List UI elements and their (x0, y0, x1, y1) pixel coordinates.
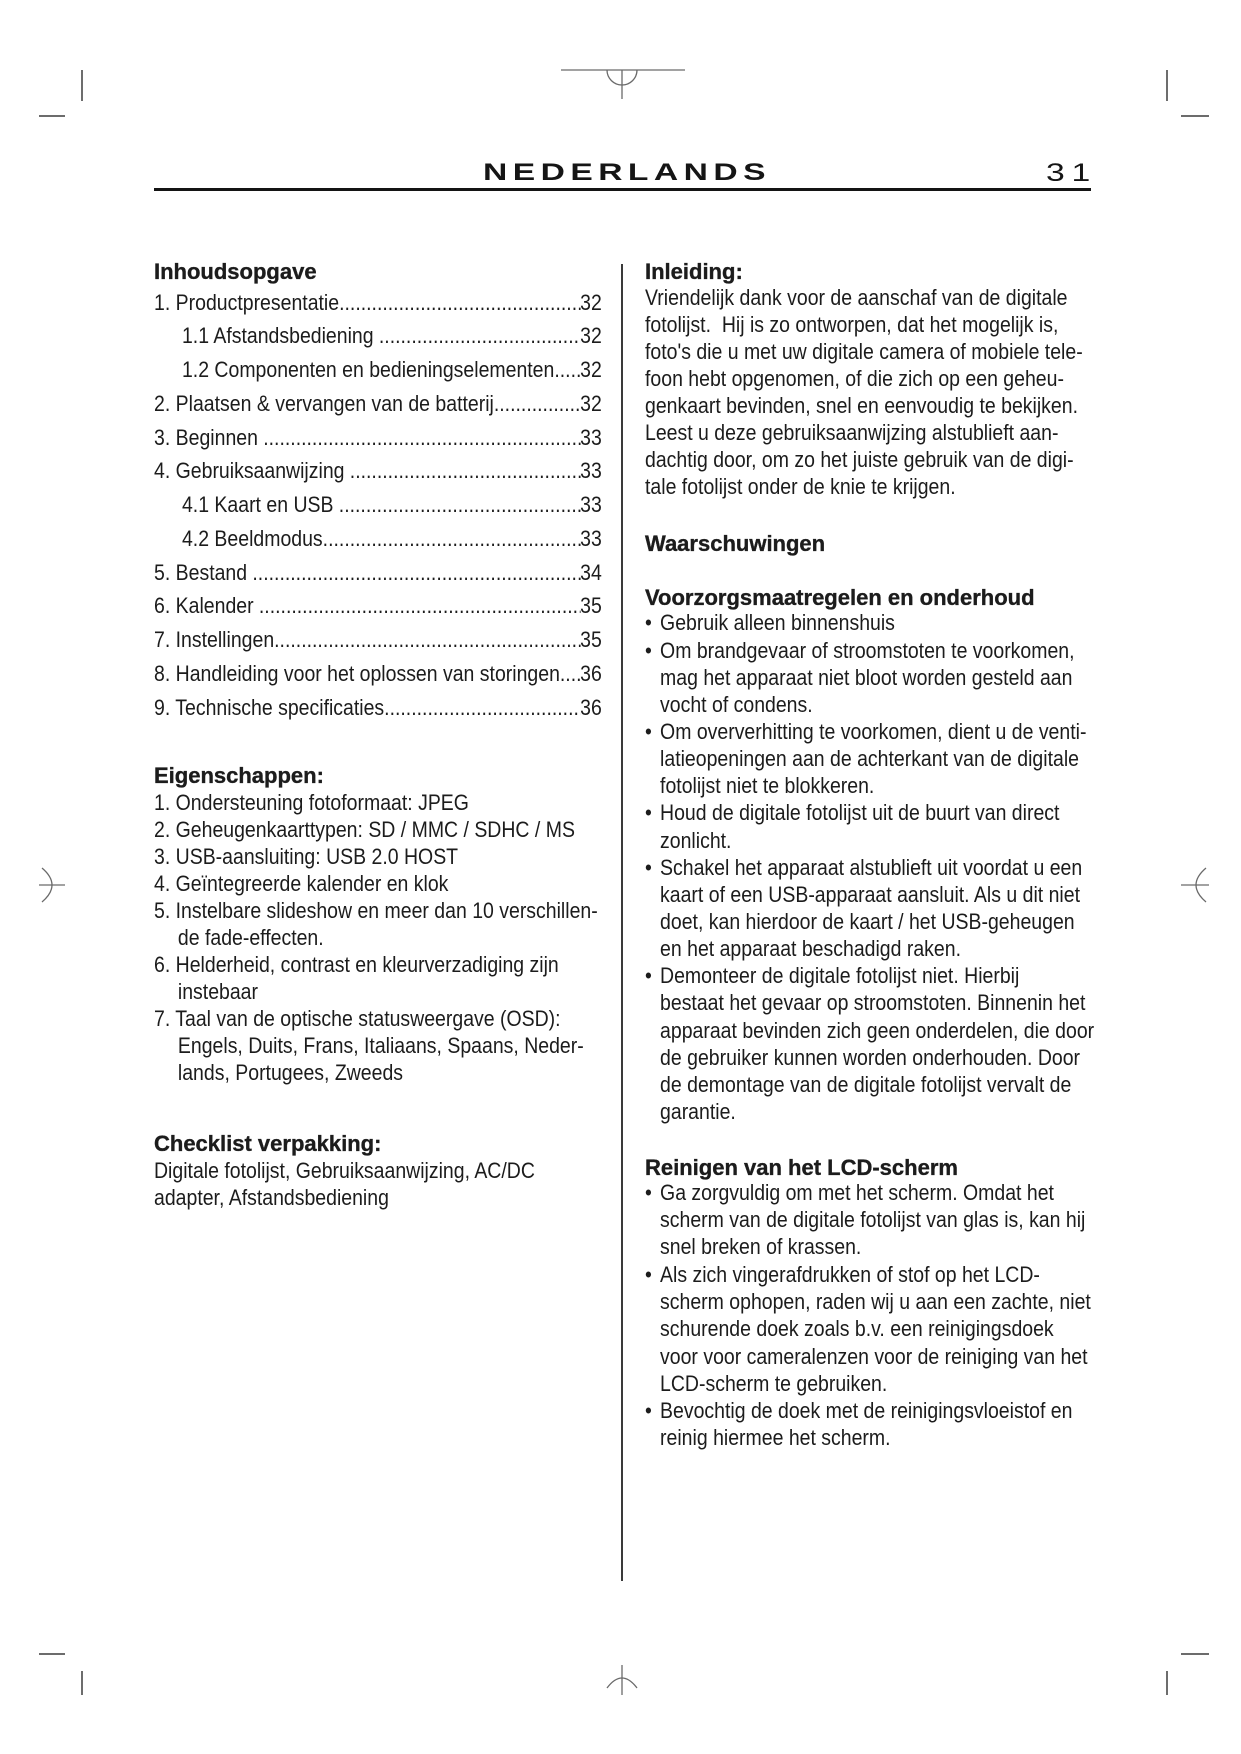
toc-entry-label: 1.2 Componenten en bedieningselementen (181, 357, 555, 383)
toc-entry-page: 33 (580, 458, 602, 484)
list-item-line: schurende doek zoals b.v. een reinigingsdoek (660, 1316, 1054, 1342)
toc-entry-label: 1. Productpresentatie (154, 289, 340, 315)
toc-leader (263, 421, 580, 455)
feature-item (154, 897, 602, 951)
feature-line: de fade-effecten. (177, 924, 324, 950)
toc-leader (274, 623, 580, 657)
intro-line: tale fotolijst onder de knie te krijgen. (645, 473, 956, 499)
precautions-list (645, 609, 1093, 1125)
toc-list (154, 286, 602, 725)
warnings-heading: Waarschuwingen (645, 530, 826, 556)
toc-entry-page: 33 (580, 492, 602, 518)
registration-mark-right (1181, 868, 1209, 902)
list-item-line: • Demonteer de digitale fotolijst niet. Hierbij (660, 963, 1020, 989)
toc-entry-page: 36 (580, 660, 602, 686)
crop-mark-bottom-left (39, 1654, 82, 1695)
features-list (154, 789, 602, 1087)
intro-line: foon hebt opgenomen, of die zich op een geheu- (645, 365, 1064, 391)
list-item-line: • Bevochtig de doek met de reinigingsvloeistof en (660, 1398, 1073, 1424)
intro-heading: Inleiding: (645, 258, 743, 284)
toc-entry (154, 488, 602, 522)
list-item-line: de demontage van de digitale fotolijst vervalt de (660, 1071, 1072, 1097)
toc-entry (154, 454, 602, 488)
toc-entry (154, 387, 602, 421)
intro-line: genkaart bevinden, snel en eenvoudig te bekijken. (645, 392, 1078, 418)
crop-mark-top-left (39, 70, 82, 116)
toc-entry (154, 286, 602, 320)
registration-mark-top (561, 70, 685, 99)
list-item-line: zonlicht. (660, 827, 732, 853)
toc-leader (384, 691, 580, 725)
feature-item (154, 816, 602, 843)
intro-paragraph (645, 284, 1093, 500)
intro-line: foto's die u met uw digitale camera of mobiele tele- (645, 338, 1083, 364)
toc-entry-page: 34 (580, 559, 602, 585)
toc-entry (154, 556, 602, 590)
list-item-line: • Ga zorgvuldig om met het scherm. Omdat het (660, 1179, 1054, 1205)
list-item-line: • Om oververhitting te voorkomen, dient u de venti- (660, 718, 1087, 744)
feature-line: lands, Portugees, Zweeds (177, 1060, 404, 1086)
toc-leader (494, 387, 580, 421)
toc-leader (339, 488, 580, 522)
toc-entry-label: 2. Plaatsen & vervangen van de batterij (154, 390, 494, 416)
list-item (645, 1261, 1093, 1397)
list-item-line: kaart of een USB-apparaat aansluit. Als u dit niet (660, 881, 1080, 907)
feature-item (154, 843, 602, 870)
intro-line: fotolijst. Hij is zo ontworpen, dat het mogelijk is, (645, 311, 1059, 337)
toc-leader (350, 454, 580, 488)
toc-entry-label: 5. Bestand (154, 559, 248, 585)
toc-entry-label: 4. Gebruiksaanwijzing (154, 458, 345, 484)
toc-entry (154, 353, 602, 387)
header-rule (154, 188, 1091, 191)
list-item-line: voor voor cameralenzen voor de reiniging van het (660, 1343, 1088, 1369)
toc-entry-label: 4.1 Kaart en USB (181, 492, 334, 518)
list-item-line: scherm ophopen, raden wij u aan een zachte, niet (660, 1289, 1091, 1315)
toc-leader (259, 589, 580, 623)
toc-entry-page: 33 (580, 525, 602, 551)
list-item-line: doet, kan hierdoor de kaart / het USB-geheugen (660, 908, 1075, 934)
registration-mark-left (39, 868, 65, 902)
toc-heading: Inhoudsopgave (154, 258, 317, 284)
toc-entry (154, 319, 602, 353)
toc-entry-label: 9. Technische specificaties (154, 694, 385, 720)
toc-leader (379, 319, 580, 353)
list-item-line: • Als zich vingerafdrukken of stof op het LCD- (660, 1261, 1040, 1287)
toc-leader (323, 522, 580, 556)
checklist-heading: Checklist verpakking: (154, 1130, 382, 1156)
list-item-line: garantie. (660, 1098, 736, 1124)
intro-line: Leest u deze gebruiksaanwijzing alstublieft aan- (645, 419, 1059, 445)
features-heading: Eigenschappen: (154, 762, 324, 788)
toc-entry-label: 6. Kalender (154, 593, 254, 619)
toc-entry (154, 421, 602, 455)
toc-entry (154, 623, 602, 657)
list-item-line: apparaat bevinden zich geen onderdelen, die door (660, 1017, 1095, 1043)
feature-item (154, 789, 602, 816)
feature-item (154, 1005, 602, 1086)
checklist-line: Digitale fotolijst, Gebruiksaanwijzing, AC/DC (154, 1157, 535, 1183)
registration-mark-bottom (607, 1665, 637, 1695)
toc-entry-page: 36 (580, 694, 602, 720)
intro-line: Vriendelijk dank voor de aanschaf van de digitale (645, 284, 1068, 310)
list-item-line: reinig hiermee het scherm. (660, 1425, 891, 1451)
list-item-line: en het apparaat beschadigd raken. (660, 936, 961, 962)
feature-item (154, 870, 602, 897)
feature-line: 1. Ondersteuning fotoformaat: JPEG (154, 789, 469, 815)
feature-line: 2. Geheugenkaarttypen: SD / MMC / SDHC / MS (154, 816, 575, 842)
feature-line: Engels, Duits, Frans, Italiaans, Spaans, Neder- (177, 1033, 584, 1059)
feature-item (154, 951, 602, 1005)
toc-entry-page: 35 (580, 593, 602, 619)
toc-leader (252, 556, 580, 590)
section-title: NEDERLANDS (483, 159, 771, 186)
toc-entry (154, 691, 602, 725)
toc-entry-page: 32 (580, 357, 602, 383)
list-item-line: de gebruiker kunnen worden onderhouden. Door (660, 1044, 1081, 1070)
feature-line: 4. Geïntegreerde kalender en klok (154, 870, 449, 896)
feature-line: 3. USB-aansluiting: USB 2.0 HOST (154, 843, 459, 869)
toc-entry-label: 7. Instellingen (154, 627, 275, 653)
list-item-line: snel breken of krassen. (660, 1234, 862, 1260)
list-item-line: fotolijst niet te blokkeren. (660, 773, 875, 799)
feature-line: instebaar (177, 979, 259, 1005)
toc-entry-page: 32 (580, 323, 602, 349)
intro-line: dachtig door, om zo het juiste gebruik van de digi- (645, 446, 1074, 472)
list-item (645, 609, 1093, 636)
checklist-line: adapter, Afstandsbediening (154, 1184, 389, 1210)
list-item-line: LCD-scherm te gebruiken. (660, 1370, 888, 1396)
precautions-heading: Voorzorgsmaatregelen en onderhoud (645, 584, 1035, 610)
list-item-line: vocht of condens. (660, 691, 813, 717)
feature-line: 7. Taal van de optische statusweergave (OSD): (154, 1006, 561, 1032)
crop-mark-top-right (1167, 70, 1209, 116)
list-item (645, 1397, 1093, 1452)
toc-entry-label: 8. Handleiding voor het oplossen van storingen (154, 660, 560, 686)
list-item-line: • Om brandgevaar of stroomstoten te voorkomen, (660, 637, 1075, 663)
toc-entry-label: 1.1 Afstandsbediening (181, 323, 374, 349)
crop-mark-bottom-right (1167, 1654, 1209, 1695)
list-item (645, 637, 1093, 718)
toc-leader (339, 286, 580, 320)
cleaning-heading: Reinigen van het LCD-scherm (645, 1154, 958, 1180)
list-item (645, 799, 1093, 853)
list-item-line: latieopeningen aan de achterkant van de digitale (660, 746, 1079, 772)
list-item-line: • Schakel het apparaat alstublieft uit voordat u een (660, 854, 1083, 880)
toc-entry (154, 589, 602, 623)
list-item-line: bestaat het gevaar op stroomstoten. Binnenin het (660, 990, 1086, 1016)
toc-entry-page: 32 (580, 390, 602, 416)
toc-entry-page: 35 (580, 627, 602, 653)
feature-line: 6. Helderheid, contrast en kleurverzadiging zijn (154, 952, 559, 978)
list-item (645, 854, 1093, 963)
list-item-line: • Houd de digitale fotolijst uit de buurt van direct (660, 800, 1060, 826)
toc-leader (560, 657, 580, 691)
toc-entry (154, 522, 602, 556)
page-number: 31 (1046, 159, 1098, 187)
list-item (645, 718, 1093, 799)
toc-entry-page: 32 (580, 289, 602, 315)
column-divider (621, 264, 623, 1581)
feature-line: 5. Instelbare slideshow en meer dan 10 verschillen- (154, 897, 598, 923)
cleaning-list (645, 1179, 1093, 1452)
toc-leader (554, 353, 580, 387)
checklist-text (154, 1157, 602, 1211)
toc-entry-label: 3. Beginnen (154, 424, 258, 450)
toc-entry-label: 4.2 Beeldmodus (181, 525, 323, 551)
list-item (645, 1179, 1093, 1261)
toc-entry (154, 657, 602, 691)
list-item-line: scherm van de digitale fotolijst van glas is, kan hij (660, 1207, 1086, 1233)
list-item-line: mag het apparaat niet bloot worden gesteld aan (660, 664, 1073, 690)
list-item (645, 962, 1093, 1125)
toc-entry-page: 33 (580, 424, 602, 450)
list-item-line: • Gebruik alleen binnenshuis (660, 610, 895, 636)
